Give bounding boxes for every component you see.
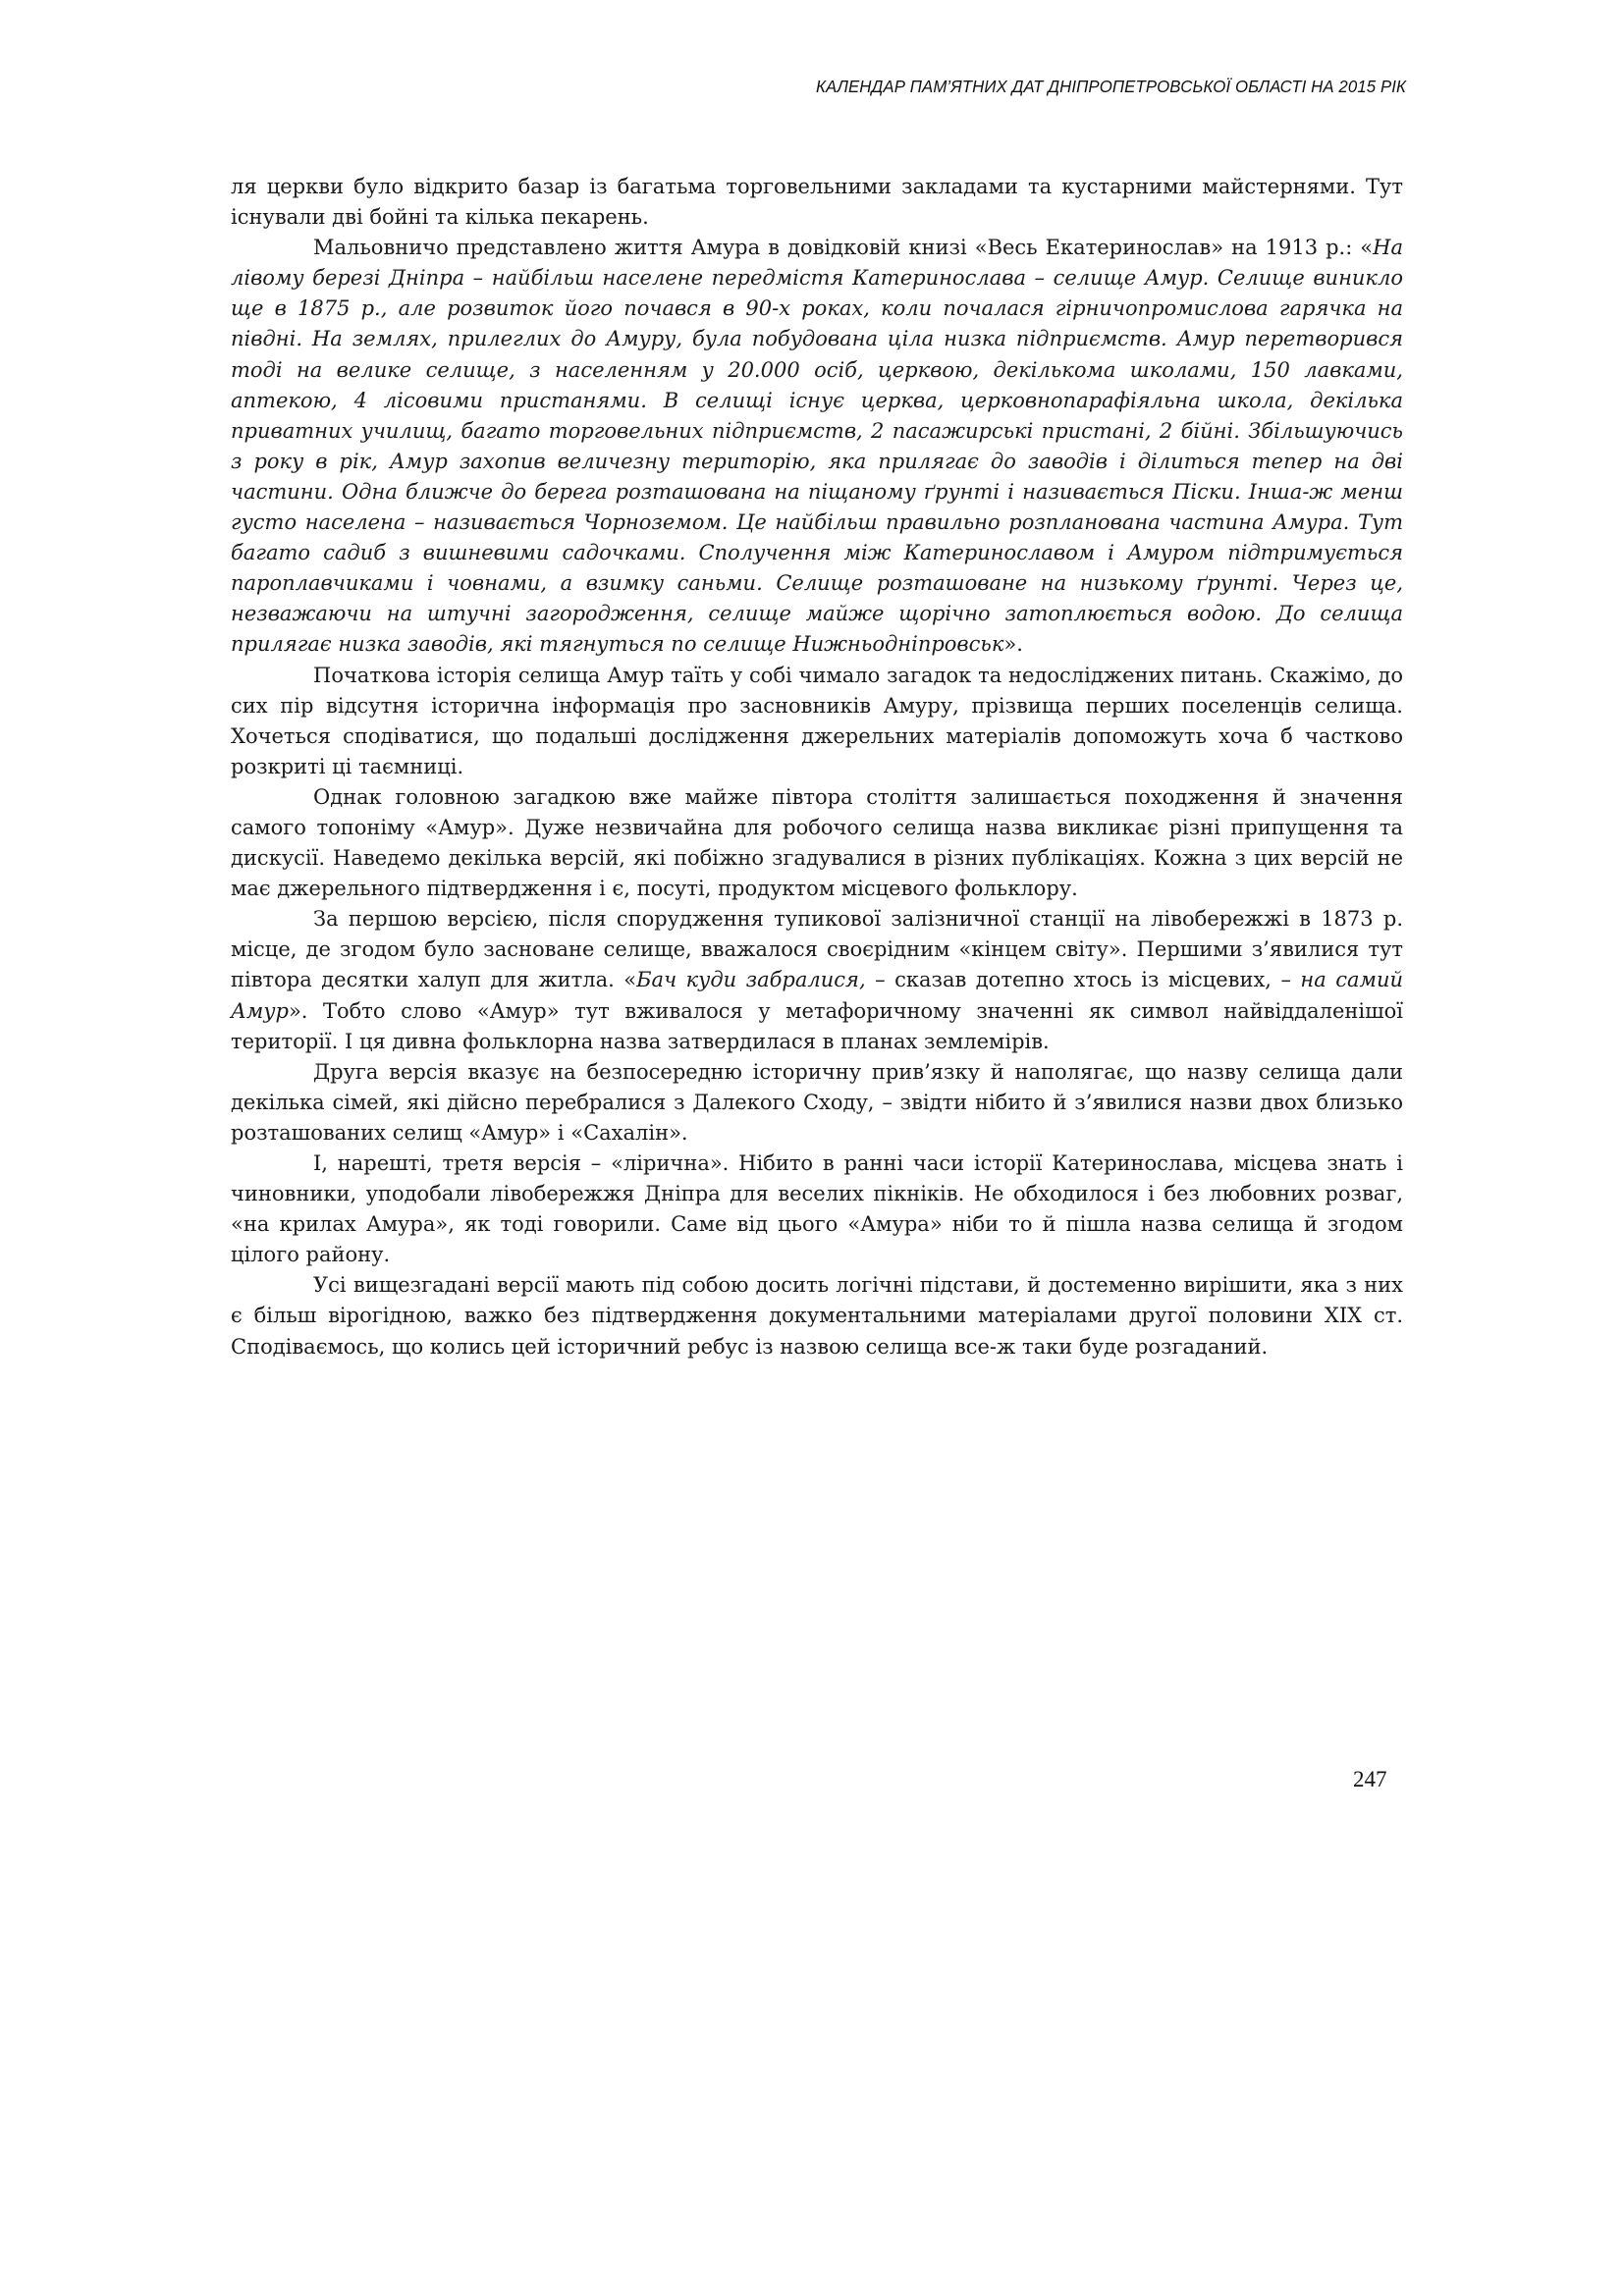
paragraph-toponym-mystery: Однак головною загадкою вже майже півтора століття залишається походження й значення самого топоніму «Амур». Дуже незвичайна для робочого селища назва викликає різні припущення та дискусії. Наведемо декілька версій, які побіжно згадувалися в різних публікаціях. Кожна з цих версій не має джерельного підтвердження і є, посуті, продуктом місцевого фольклору. (231, 784, 1403, 901)
quotation-close: ». (1003, 632, 1023, 657)
paragraph-intro: Мальовничо представлено життя Амура в довідковій книзі «Весь Екатеринослав» на 1913 р.: « (313, 236, 1374, 260)
paragraph-text: – сказав дотепно хтось із місцевих, – (865, 968, 1301, 992)
paragraph-continuation: ля церкви було відкрито базар із багатьма торговельними закладами та кустарними майстернями. Тут існували дві бойні та кілька пекарень. (231, 175, 1403, 230)
quotation-text: на самий Амур (231, 968, 1403, 1023)
paragraph-early-history: Початкова історія селища Амур таїть у собі чимало загадок та недосліджених питань. Скажімо, до сих пір відсутня історична інформація про засновників Амуру, прізвища перших поселенців селища. Хочеться сподіватися, що подальші дослідження джерельних матеріалів допоможуть хоча б частково розкриті ці таємниці. (231, 663, 1403, 778)
paragraph-quote-vesь-ekaterinoslav (231, 233, 1403, 660)
paragraph-text: За першою версією, після спорудження тупикової залізничної станції на лівобережжі в 1873 р. місце, де згодом було засноване селище, вважалося своєрідним «кінцем світу». Першими з’явилися тут півтора десятки халуп для житла. « (231, 907, 1403, 992)
running-header: КАЛЕНДАР ПАМ’ЯТНИХ ДАТ ДНІПРОПЕТРОВСЬКОЇ ОБЛАСТІ НА 2015 РІК (816, 77, 1406, 96)
paragraph-first-version (231, 904, 1403, 1056)
article-body (231, 172, 1403, 1362)
quotation-text: На лівому березі Дніпра – найбільш населене передмістя Катеринослава – селище Амур. Селище виникло ще в 1875 р., але розвиток його почався в 90-х роках, коли почалася гірничопромислова гарячка на півдні. На землях, прилеглих до Амуру, була побудована ціла низка підприємств. Амур перетворився тоді на велике селище, з населенням у 20.000 осіб, церквою, декількома школами, 150 лавками, аптекою, 4 лісовими пристанями. В селищі існує церква, церковнопарафіяльна школа, декілька приватних училищ, багато торговельних підприємств, 2 пасажирські пристані, 2 бійні. Збільшуючись з року в рік, Амур захопив величезну територію, яка прилягає до заводів і ділиться тепер на дві частини. Одна ближче до берега розташована на піщаному ґрунті і називається Піски. Інша-ж менш густо населена – називається Чорноземом. Це найбільш правильно розпланована частина Амура. Тут багато садиб з вишневими садочками. Сполучення між Катеринославом і Амуром підтримується пароплавчиками і човнами, а взимку саньми. Селище розташоване на низькому ґрунті. Через це, незважаючи на штучні загородження, селище майже щорічно затоплюється водою. До селища прилягає низка заводів, які тягнуться по селище Нижньодніпровськ (231, 236, 1403, 657)
page-number: 247 (1353, 1767, 1387, 1791)
paragraph-conclusion: Усі вищезгадані версії мають під собою досить логічні підстави, й достеменно вирішити, яка з них є більш вірогідною, важко без підтвердження документальними матеріалами другої половини XIX ст. Сподіваємось, що колись цей історичний ребус із назвою селища все-ж таки буде розгаданий. (231, 1273, 1403, 1359)
paragraph-third-version: І, нарешті, третя версія – «лірична». Нібито в ранні часи історії Катеринослава, місцева знать і чиновники, уподобали лівобережжя Дніпра для веселих пікніків. Не обходилося і без любовних розваг, «на крилах Амура», як тоді говорили. Саме від цього «Амура» ніби то й пішла назва селища й згодом цілого району. (231, 1151, 1403, 1267)
paragraph-text: ». Тобто слово «Амур» тут вживалося у метафоричному значенні як символ найвіддаленішої території. І ця дивна фольклорна назва затвердилася в планах землемірів. (231, 998, 1403, 1053)
paragraph-second-version: Друга версія вказує на безпосередню історичну прив’язку й наполягає, що назву селища дали декілька сімей, які дійсно перебралися з Далекого Сходу, – звідти нібито й з’явилися назви двох близько розташованих селищ «Амур» і «Сахалін». (231, 1059, 1403, 1145)
quotation-text: Бач куди забралися, (636, 968, 866, 992)
